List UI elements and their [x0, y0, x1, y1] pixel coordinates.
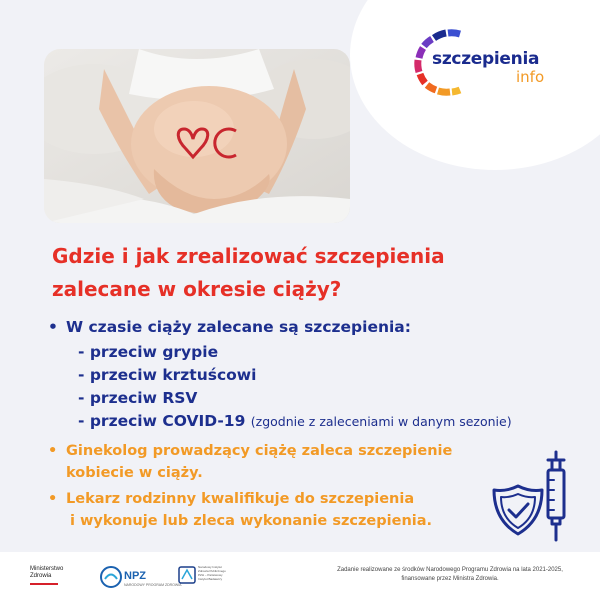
funding-note	[330, 566, 570, 584]
info-family-doctor-line2: i wykonuje lub zleca wykonanie szczepienia.	[70, 513, 433, 529]
vaccine-item-covid	[78, 412, 512, 430]
institute-line-1: Narodowy Instytut	[198, 565, 223, 569]
npz-label: NPZ	[124, 570, 146, 582]
title-line-1: Gdzie i jak zrealizować szczepienia	[52, 244, 445, 268]
ministry-line-2: Zdrowia	[30, 573, 52, 579]
vaccines-intro-text: W czasie ciąży zalecane są szczepienia:	[66, 318, 411, 336]
info-gynecologist	[48, 440, 452, 484]
funding-line-2: finansowane przez Ministra Zdrowia.	[401, 576, 499, 582]
info-family-doctor	[48, 488, 432, 532]
institute-logo-icon	[178, 564, 196, 590]
institute-line-3: PZH – Państwowy	[198, 573, 223, 577]
vaccine-item-flu: - przeciw grypie	[78, 343, 219, 361]
info-family-doctor-line1: Lekarz rodzinny kwalifikuje do szczepienia	[66, 491, 415, 507]
logo-text-szczepienia: szczepienia	[432, 49, 540, 69]
info-gynecologist-line1: Ginekolog prowadzący ciążę zaleca szczepienie	[66, 443, 453, 459]
pregnancy-photo	[44, 49, 350, 223]
institute-line-4: Instytut Badawczy	[198, 577, 223, 581]
belly-drawing-text: ♡C	[44, 49, 46, 50]
institute-name	[198, 565, 238, 581]
vaccine-shield-syringe-icon	[488, 450, 574, 542]
ministry-of-health-logo	[30, 566, 63, 585]
bullet: •	[48, 443, 58, 459]
logo-text-info: info	[516, 68, 545, 86]
npz-logo-icon	[100, 566, 122, 592]
vaccine-item-covid-label: - przeciw COVID-19	[78, 412, 246, 430]
vaccines-intro	[48, 318, 411, 336]
bullet: •	[48, 491, 58, 507]
vaccine-item-pertussis: - przeciw krztuścowi	[78, 366, 257, 384]
page-title	[52, 240, 572, 306]
ministry-flag-bar	[30, 583, 58, 585]
ministry-line-1: Ministerstwo	[30, 566, 64, 572]
npz-sub-label: NARODOWY PROGRAM ZDROWIA	[124, 583, 182, 587]
institute-line-2: Zdrowia Publicznego	[198, 569, 226, 573]
info-gynecologist-line2: kobiecie w ciąży.	[66, 465, 203, 481]
title-line-2: zalecane w okresie ciąży?	[52, 277, 342, 301]
bullet: •	[48, 318, 58, 336]
vaccine-item-rsv: - przeciw RSV	[78, 389, 198, 407]
funding-line-1: Zadanie realizowane ze środków Narodowego Programu Zdrowia na lata 2021-2025,	[337, 567, 563, 573]
covid-note: (zgodnie z zaleceniami w danym sezonie)	[250, 414, 512, 429]
